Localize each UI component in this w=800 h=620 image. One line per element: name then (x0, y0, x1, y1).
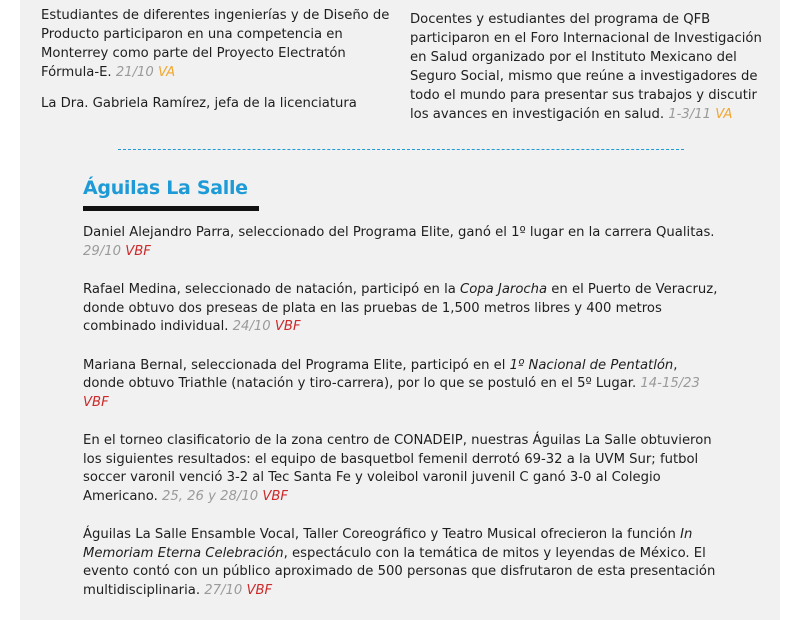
item-date: 24/10 (232, 319, 271, 334)
news-paragraph (41, 6, 393, 82)
news-date: 21/10 (115, 65, 154, 80)
item-date: 25, 26 y 28/10 (162, 488, 259, 504)
news-text: La Dra. Gabriela Ramírez, jefa de la licenciatura (41, 96, 357, 111)
news-list (83, 224, 719, 620)
item-tag: VBF (246, 582, 273, 598)
left-column (41, 6, 393, 125)
item-text: Rafael Medina, seleccionado de natación, participó en la (83, 282, 461, 297)
section-divider (118, 149, 684, 150)
list-item (83, 357, 719, 413)
news-paragraph (410, 10, 762, 124)
news-tag: VA (158, 65, 176, 80)
item-date: 29/10 (83, 243, 122, 259)
item-italic-text: Copa Jarocha (460, 282, 548, 297)
item-italic-text: 1º Nacional de Pentatlón (509, 357, 674, 373)
news-text: Docentes y estudiantes del programa de QFB participaron en el Foro Internacional de Investigación en Salud organizado por el Instituto Mexicano del Seguro Social, mismo que reúne a investigadores de todo el mundo para presentar sus trabajos y discutir los avances en investigación en salud. (410, 12, 762, 122)
news-paragraph (41, 94, 393, 113)
list-item (83, 526, 719, 600)
news-text: Estudiantes de diferentes ingenierías y de Diseño de Producto participaron en una competencia en Monterrey como parte del Proyecto Electratón Fórmula-E. (41, 8, 390, 80)
item-text: Daniel Alejandro Parra, seleccionado del Programa Elite, ganó el 1º lugar en la carrera Qualitas. (83, 225, 715, 240)
list-item (83, 224, 719, 261)
section-title-underline (83, 206, 259, 211)
list-item (83, 281, 719, 337)
news-date: 1-3/11 (668, 107, 712, 122)
item-date: 27/10 (204, 582, 243, 598)
right-column (410, 10, 762, 136)
item-text: Águilas La Salle Ensamble Vocal, Taller Coreográfico y Teatro Musical ofrecieron la función (83, 527, 681, 542)
item-text: , donde obtuvo Triathle (natación y tiro-carrera), por lo que se postuló en el 5º Lugar. (83, 357, 678, 391)
item-text: Mariana Bernal, seleccionada del Programa Elite, participó en el (83, 357, 510, 373)
item-tag: VBF (125, 243, 151, 259)
item-date: 14-15/23 (640, 376, 700, 391)
list-item (83, 432, 719, 506)
item-tag: VBF (83, 394, 109, 410)
item-tag: VBF (274, 319, 301, 334)
section-title: Águilas La Salle (83, 177, 248, 199)
news-tag: VA (715, 107, 733, 122)
item-tag: VBF (262, 488, 288, 504)
item-text: En el torneo clasificatorio de la zona centro de CONADEIP, nuestras Águilas La Salle obtuvieron los siguientes resultados: el equipo de basquetbol femenil derrotó 69-32 a la UVM Sur; futbol soccer varonil venció 3-2 al Tec Santa Fe y voleibol varonil juvenil C ganó 3-0 al Colegio Americano. (83, 433, 712, 504)
item-italic-text: In Memoriam Eterna Celebración (83, 527, 693, 561)
item-text: en el Puerto de Veracruz, donde obtuvo dos preseas de plata en las pruebas de 1,500 metros libres y 400 metros combinado individual. (83, 282, 718, 334)
item-text: , espectáculo con la temática de mitos y leyendas de México. El evento contó con un público aproximado de 500 personas que disfrutaron de esta presentación multidisciplinaria. (83, 545, 716, 598)
